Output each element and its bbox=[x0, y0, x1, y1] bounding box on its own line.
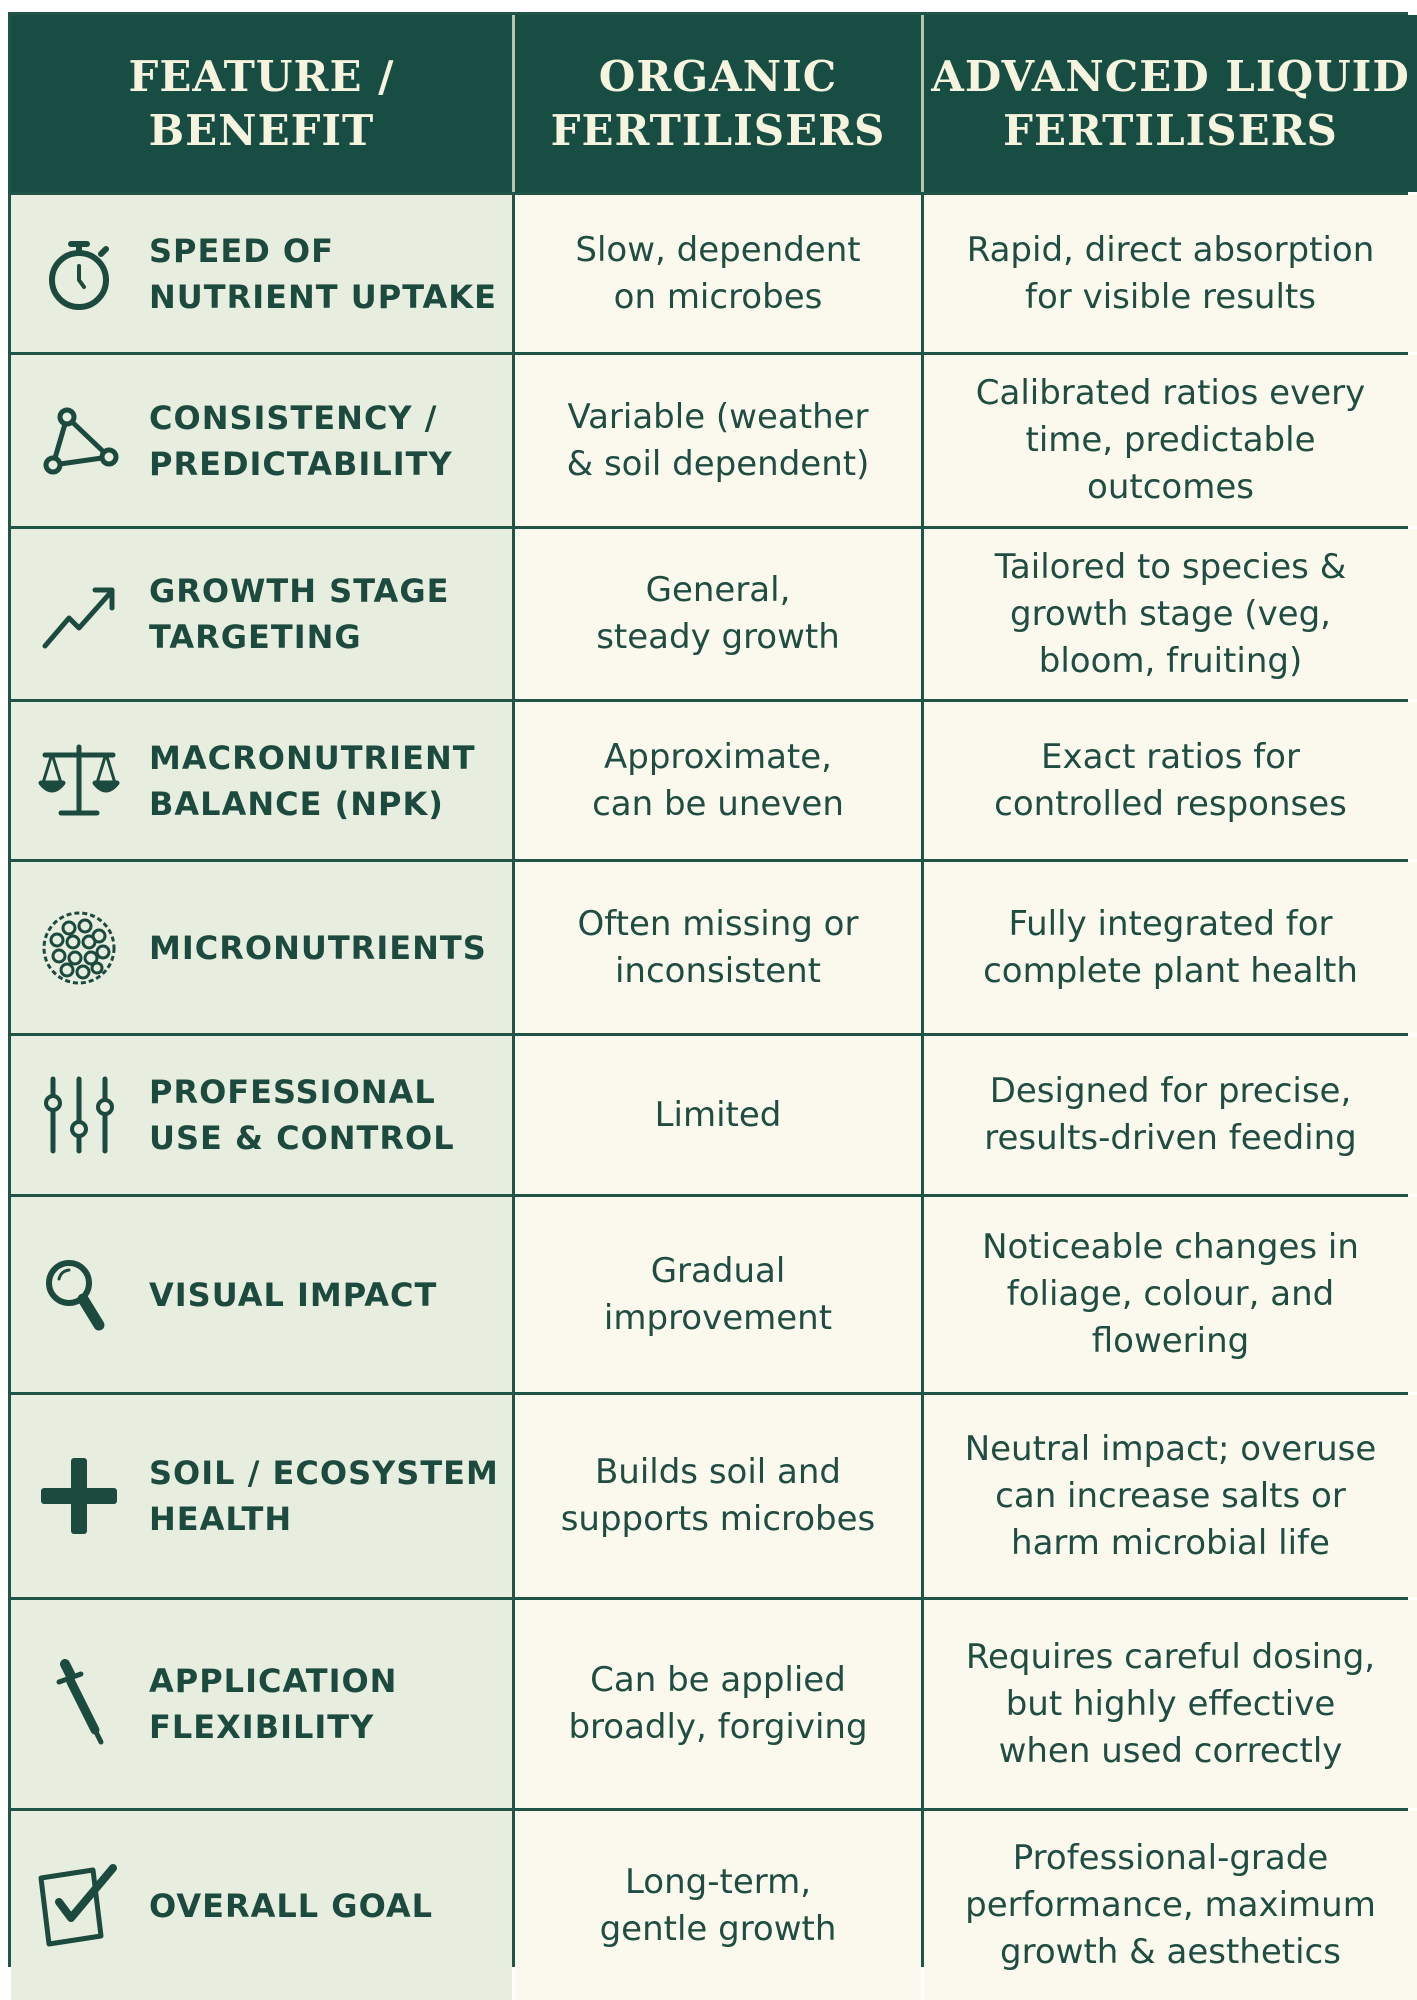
organic-cell: General, steady growth bbox=[515, 529, 921, 699]
liquid-cell: Professional-grade performance, maximum growth & aesthetics bbox=[924, 1811, 1417, 2000]
header-organic: ORGANIC FERTILISERS bbox=[515, 15, 921, 192]
feature-cell bbox=[11, 702, 512, 859]
dropper-icon bbox=[37, 1662, 121, 1746]
organic-cell: Often missing or inconsistent bbox=[515, 862, 921, 1033]
liquid-cell: Tailored to species & growth stage (veg, bloom, fruiting) bbox=[924, 529, 1417, 699]
feature-cell bbox=[11, 1600, 512, 1808]
feature-cell bbox=[11, 1395, 512, 1597]
feature-label: OVERALL GOAL bbox=[149, 1886, 434, 1925]
feature-label: CONSISTENCY / PREDICTABILITY bbox=[149, 398, 453, 483]
feature-label: MICRONUTRIENTS bbox=[149, 928, 487, 967]
feature-label: SPEED OF NUTRIENT UPTAKE bbox=[149, 231, 497, 316]
liquid-cell: Designed for precise, results-driven feeding bbox=[924, 1036, 1417, 1194]
organic-cell: Gradual improvement bbox=[515, 1197, 921, 1392]
feature-cell bbox=[11, 1197, 512, 1392]
feature-cell bbox=[11, 355, 512, 526]
liquid-cell: Rapid, direct absorption for visible results bbox=[924, 195, 1417, 352]
feature-label: SOIL / ECOSYSTEM HEALTH bbox=[149, 1454, 499, 1538]
feature-label: VISUAL IMPACT bbox=[149, 1275, 438, 1314]
liquid-cell: Noticeable changes in foliage, colour, and flowering bbox=[924, 1197, 1417, 1392]
feature-cell bbox=[11, 195, 512, 352]
feature-label: GROWTH STAGE TARGETING bbox=[149, 572, 450, 656]
feature-label: PROFESSIONAL USE & CONTROL bbox=[149, 1073, 455, 1157]
feature-label: APPLICATION FLEXIBILITY bbox=[149, 1662, 398, 1746]
trending-up-icon bbox=[37, 572, 121, 656]
liquid-cell: Neutral impact; overuse can increase salts or harm microbial life bbox=[924, 1395, 1417, 1597]
organic-cell: Long-term, gentle growth bbox=[515, 1811, 921, 2000]
feature-cell bbox=[11, 529, 512, 699]
feature-cell bbox=[11, 862, 512, 1033]
liquid-cell: Requires careful dosing, but highly effective when used correctly bbox=[924, 1600, 1417, 1808]
organic-cell: Builds soil and supports microbes bbox=[515, 1395, 921, 1597]
liquid-cell: Exact ratios for controlled responses bbox=[924, 702, 1417, 859]
plus-icon bbox=[37, 1454, 121, 1538]
feature-label: MACRONUTRIENT BALANCE (NPK) bbox=[149, 738, 476, 823]
organic-cell: Can be applied broadly, forgiving bbox=[515, 1600, 921, 1808]
organic-cell: Variable (weather & soil dependent) bbox=[515, 355, 921, 526]
comparison-table bbox=[8, 12, 1410, 1972]
checkbox-icon bbox=[37, 1864, 121, 1948]
network-triangle-icon bbox=[37, 399, 121, 483]
liquid-cell: Fully integrated for complete plant health bbox=[924, 862, 1417, 1033]
organic-cell: Limited bbox=[515, 1036, 921, 1194]
feature-cell bbox=[11, 1811, 512, 2000]
stopwatch-icon bbox=[37, 232, 121, 316]
balance-scale-icon bbox=[37, 739, 121, 823]
sliders-icon bbox=[37, 1073, 121, 1157]
organic-cell: Slow, dependent on microbes bbox=[515, 195, 921, 352]
magnifier-icon bbox=[37, 1253, 121, 1337]
organic-cell: Approximate, can be uneven bbox=[515, 702, 921, 859]
header-liquid: ADVANCED LIQUID FERTILISERS bbox=[924, 15, 1417, 192]
liquid-cell: Calibrated ratios every time, predictable outcomes bbox=[924, 355, 1417, 526]
cell-cluster-icon bbox=[37, 906, 121, 990]
header-feature: FEATURE / BENEFIT bbox=[11, 15, 512, 192]
feature-cell bbox=[11, 1036, 512, 1194]
